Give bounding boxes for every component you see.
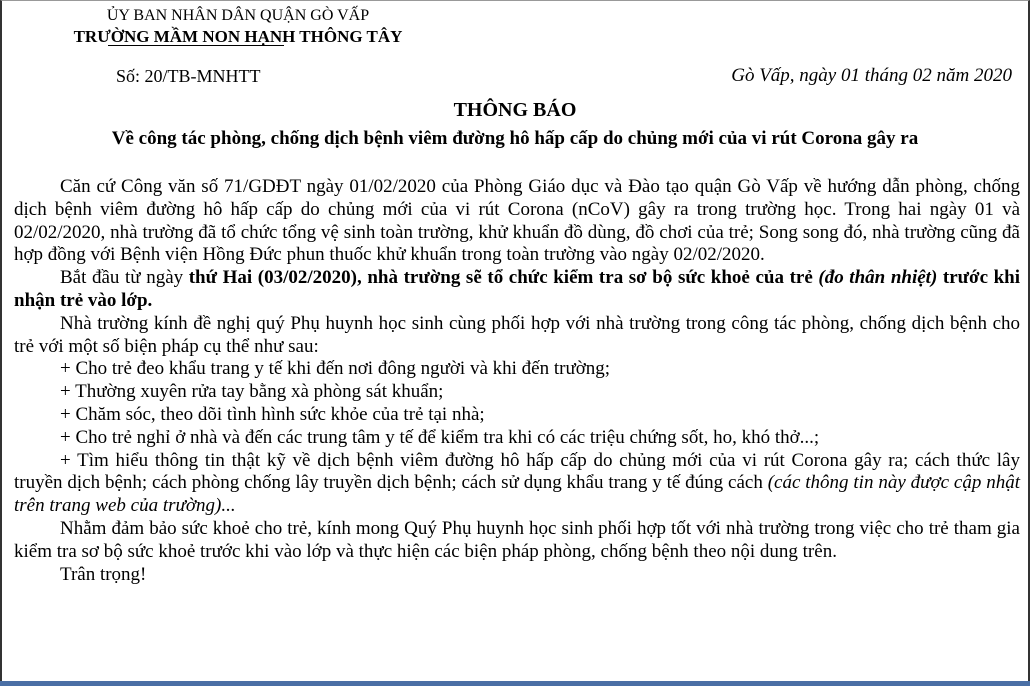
- list-item: + Cho trẻ nghỉ ở nhà và đến các trung tâm y tế để kiểm tra khi có các triệu chứng sốt, ho, khó thở...;: [60, 426, 820, 448]
- place-date: Gò Vấp, ngày 01 tháng 02 năm 2020: [731, 65, 1012, 86]
- health-check-intro: Bắt đầu từ ngày: [60, 267, 189, 289]
- school-name: TRƯỜNG MẦM NON HẠNH THÔNG TÂY: [73, 27, 403, 46]
- paragraph-health-check: [14, 267, 1020, 313]
- list-item: + Thường xuyên rửa tay bằng xà phòng sát khuẩn;: [60, 381, 444, 403]
- item5-italic: (các thông tin này được cập nhật trên trang web của trường)...: [14, 472, 1020, 517]
- closing: Trân trọng!: [60, 563, 147, 585]
- issuer-block: [28, 6, 448, 48]
- paragraph-request: Nhà trường kính đề nghị quý Phụ huynh học sinh cùng phối hợp với nhà trường trong công tác phòng, chống dịch bệnh cho trẻ với một số biện pháp cụ thể như sau:: [14, 312, 1020, 357]
- list-item: [14, 450, 1020, 518]
- health-check-bold: thứ Hai (03/02/2020), nhà trường sẽ tổ chức kiểm tra sơ bộ sức khoẻ của trẻ: [188, 267, 819, 289]
- list-item: + Chăm sóc, theo dõi tình hình sức khỏe của trẻ tại nhà;: [60, 403, 485, 425]
- item5-text: + Tìm hiểu thông tin thật kỹ về dịch bệnh viêm đường hô hấp cấp do chủng mới của vi rút Corona gây ra; cách thức lây truyền dịch bệnh; cách phòng chống lây truyền dịch bệnh; cách sử dụng khẩu trang y tế đúng cách: [14, 449, 1020, 494]
- agency-name: ỦY BAN NHÂN DÂN QUẬN GÒ VẤP: [106, 7, 370, 24]
- document-title: THÔNG BÁO: [453, 99, 577, 121]
- document-subtitle: Về công tác phòng, chống dịch bệnh viêm đường hô hấp cấp do chủng mới của vi rút Corona gây ra: [111, 128, 919, 149]
- paragraph-basis: Căn cứ Công văn số 71/GDĐT ngày 01/02/2020 của Phòng Giáo dục và Đào tạo quận Gò Vấp về hướng dẫn phòng, chống dịch bệnh viêm đường hô hấp cấp do chủng mới của vi rút Corona (nCoV) gây ra trong trường học. Trong hai ngày 01 và 02/02/2020, nhà trường đã tổ chức tổng vệ sinh toàn trường, khử khuẩn đồ dùng, đồ chơi của trẻ; Song song đó, nhà trường cũng đã hợp đồng với Bệnh viện Hồng Đức phun thuốc khử khuẩn trong toàn trường vào ngày 02/02/2020.: [14, 176, 1020, 266]
- document-body: [14, 176, 1020, 586]
- health-check-bold-italic: (đo thân nhiệt): [818, 267, 938, 289]
- list-item: + Cho trẻ đeo khẩu trang y tế khi đến nơi đông người và khi đến trường;: [60, 358, 611, 380]
- paragraph-conclusion: Nhằm đảm bảo sức khoẻ cho trẻ, kính mong Quý Phụ huynh học sinh phối hợp tốt với nhà trường trong việc cho trẻ tham gia kiểm tra sơ bộ sức khoẻ trước khi vào lớp và thực hiện các biện pháp phòng, chống bệnh theo nội dung trên.: [14, 517, 1020, 562]
- health-check-bold-end: trước khi nhận trẻ vào lớp.: [14, 267, 1021, 311]
- bottom-bar: [0, 681, 1030, 686]
- school-underline: [108, 45, 284, 46]
- document-number: Số: 20/TB-MNHTT: [116, 66, 261, 86]
